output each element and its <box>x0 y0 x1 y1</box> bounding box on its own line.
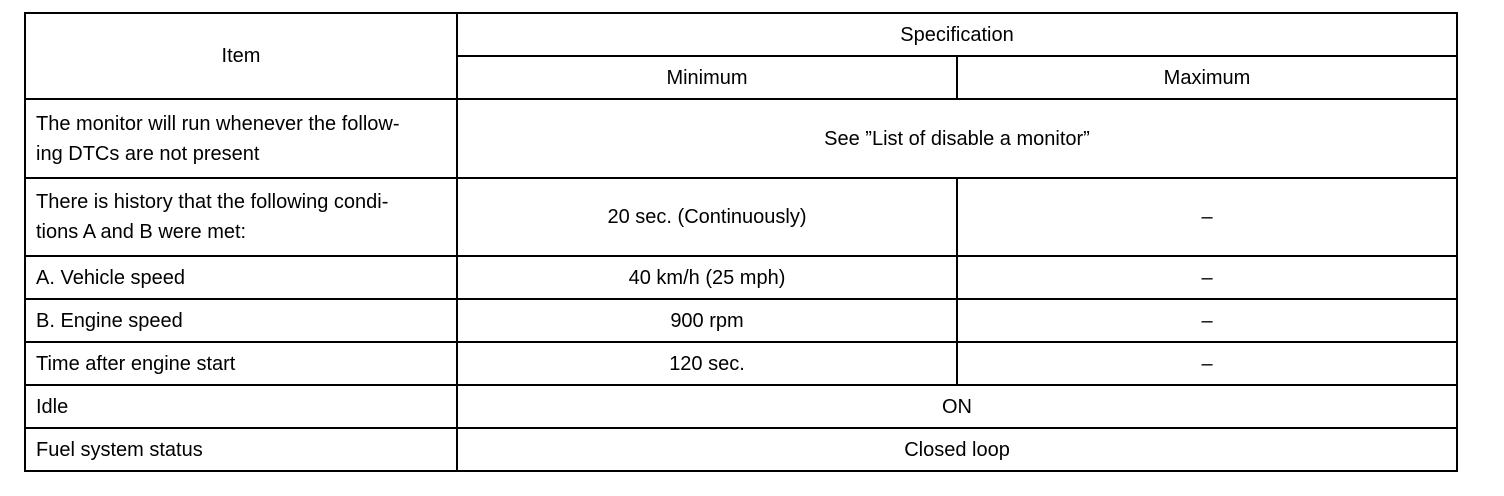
spec-merged-cell: ON <box>457 385 1457 428</box>
item-cell: Idle <box>25 385 457 428</box>
table-row <box>25 299 1457 342</box>
header-item: Item <box>25 13 457 99</box>
item-cell: A. Vehicle speed <box>25 256 457 299</box>
table-row <box>25 428 1457 471</box>
item-cell: Time after engine start <box>25 342 457 385</box>
minimum-cell: 40 km/h (25 mph) <box>457 256 957 299</box>
table-row <box>25 99 1457 178</box>
table-row <box>25 256 1457 299</box>
minimum-cell: 20 sec. (Continuously) <box>457 178 957 256</box>
minimum-cell: 120 sec. <box>457 342 957 385</box>
table-row <box>25 342 1457 385</box>
header-minimum: Minimum <box>457 56 957 99</box>
maximum-cell: – <box>957 256 1457 299</box>
header-maximum: Maximum <box>957 56 1457 99</box>
item-text-line: ing DTCs are not present <box>36 142 260 165</box>
maximum-cell: – <box>957 299 1457 342</box>
minimum-cell: 900 rpm <box>457 299 957 342</box>
maximum-cell: – <box>957 178 1457 256</box>
item-cell: B. Engine speed <box>25 299 457 342</box>
spec-merged-cell: See ”List of disable a monitor” <box>457 99 1457 178</box>
specification-table <box>24 12 1458 472</box>
item-cell <box>25 178 457 256</box>
item-text-line: There is history that the following condi- <box>36 191 389 213</box>
item-cell: Fuel system status <box>25 428 457 471</box>
spec-merged-cell: Closed loop <box>457 428 1457 471</box>
maximum-cell: – <box>957 342 1457 385</box>
item-cell <box>25 99 457 178</box>
header-specification: Specification <box>457 13 1457 56</box>
header-row-1 <box>25 13 1457 56</box>
table-row <box>25 178 1457 256</box>
table-row <box>25 385 1457 428</box>
item-text-line: The monitor will run whenever the follow- <box>36 112 400 135</box>
item-text-line: tions A and B were met: <box>36 221 247 243</box>
